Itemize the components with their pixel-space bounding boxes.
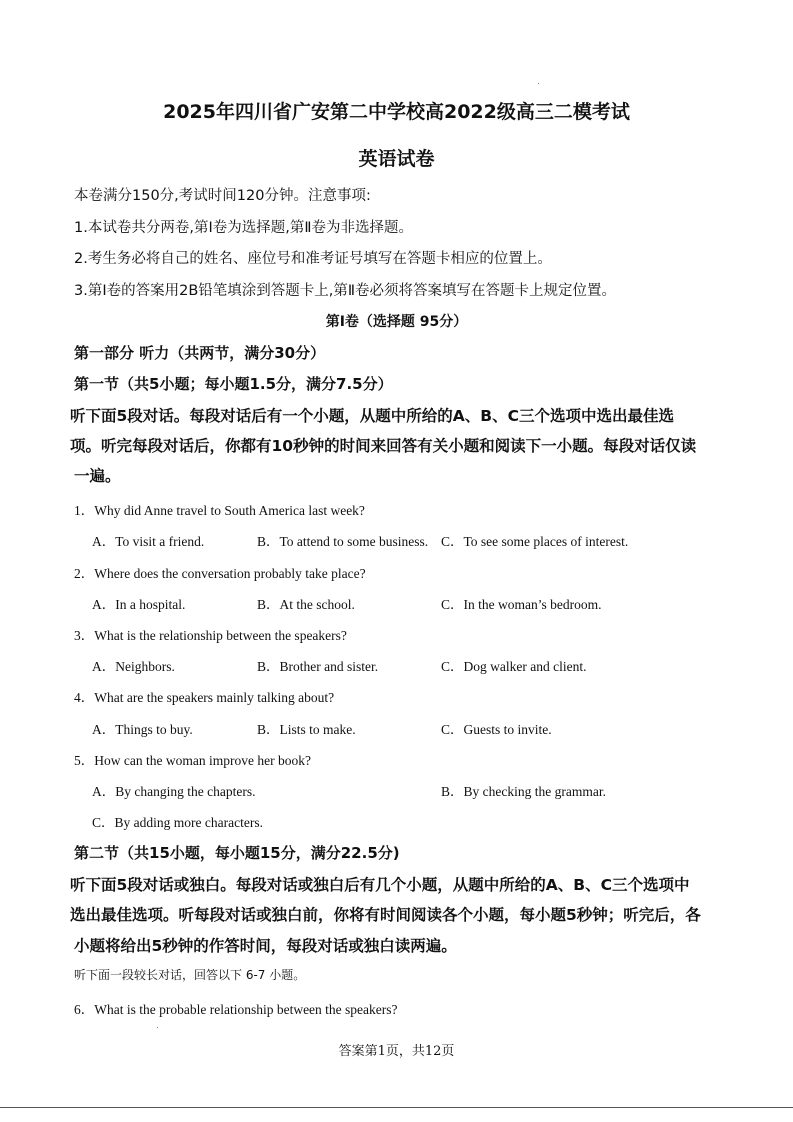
option-b: B．At the school. [257, 597, 355, 612]
volume-heading: 第Ⅰ卷（选择题 95分） [325, 314, 468, 330]
scan-dot [538, 83, 539, 84]
listening-note: 听下面一段较长对话，回答以下 6-7 小题。 [74, 968, 306, 982]
option-b: B．Brother and sister. [257, 659, 379, 674]
option-c: C．Guests to invite. [441, 722, 552, 737]
scan-dot [157, 1027, 158, 1028]
option-b: B．Lists to make. [257, 722, 356, 737]
option-b: B．To attend to some business. [257, 534, 429, 549]
exam-subject: 英语试卷 [358, 148, 435, 170]
option-c: C．To see some places of interest. [441, 534, 629, 549]
page-bottom-rule [0, 1107, 793, 1108]
section-instructions-line: 听下面5段对话或独白。每段对话或独白后有几个小题，从题中所给的A、B、C三个选项中 [70, 876, 690, 894]
notice-item: 2.考生务必将自己的姓名、座位号和准考证号填写在答题卡相应的位置上。 [74, 251, 552, 267]
notice-intro: 本卷满分150分,考试时间120分钟。注意事项: [74, 188, 371, 204]
question-stem: 4．What are the speakers mainly talking about? [74, 690, 335, 705]
section-instructions-line: 小题将给出5秒钟的作答时间，每段对话或独白读两遍。 [74, 937, 457, 955]
option-a: A．In a hospital. [92, 597, 186, 612]
section-heading: 第二节（共15小题，每小题15分，满分22.5分) [74, 844, 400, 862]
notice-item: 3.第Ⅰ卷的答案用2B铅笔填涂到答题卡上,第Ⅱ卷必须将答案填写在答题卡上规定位置。 [74, 283, 617, 299]
option-a: A．Neighbors. [92, 659, 175, 674]
option-a: A．By changing the chapters. [92, 784, 256, 799]
section-instructions-line: 一遍。 [74, 467, 121, 485]
option-c: C．In the woman’s bedroom. [441, 597, 602, 612]
part-heading: 第一部分 听力（共两节，满分30分） [74, 344, 326, 362]
page-footer: 答案第1页，共12页 [338, 1044, 455, 1059]
question-stem: 1．Why did Anne travel to South America last week? [74, 503, 365, 518]
option-a: A．Things to buy. [92, 722, 193, 737]
option-c: C．By adding more characters. [92, 815, 263, 830]
section-heading: 第一节（共5小题；每小题1.5分，满分7.5分） [74, 375, 393, 393]
question-stem: 2．Where does the conversation probably take place? [74, 566, 366, 581]
exam-title: 2025年四川省广安第二中学校高2022级高三二模考试 [163, 101, 630, 123]
section-instructions-line: 听下面5段对话。每段对话后有一个小题，从题中所给的A、B、C三个选项中选出最佳选 [70, 407, 674, 425]
notice-item: 1.本试卷共分两卷,第Ⅰ卷为选择题,第Ⅱ卷为非选择题。 [74, 220, 413, 236]
question-stem: 5．How can the woman improve her book? [74, 753, 311, 768]
section-instructions-line: 选出最佳选项。听每段对话或独白前，你将有时间阅读各个小题，每小题5秒钟；听完后，各 [70, 906, 701, 924]
option-c: C．Dog walker and client. [441, 659, 587, 674]
option-a: A．To visit a friend. [92, 534, 205, 549]
section-instructions-line: 项。听完每段对话后，你都有10秒钟的时间来回答有关小题和阅读下一小题。每段对话仅读 [70, 437, 697, 455]
question-stem: 6．What is the probable relationship between the speakers? [74, 1002, 398, 1017]
option-b: B．By checking the grammar. [441, 784, 606, 799]
question-stem: 3．What is the relationship between the speakers? [74, 628, 347, 643]
